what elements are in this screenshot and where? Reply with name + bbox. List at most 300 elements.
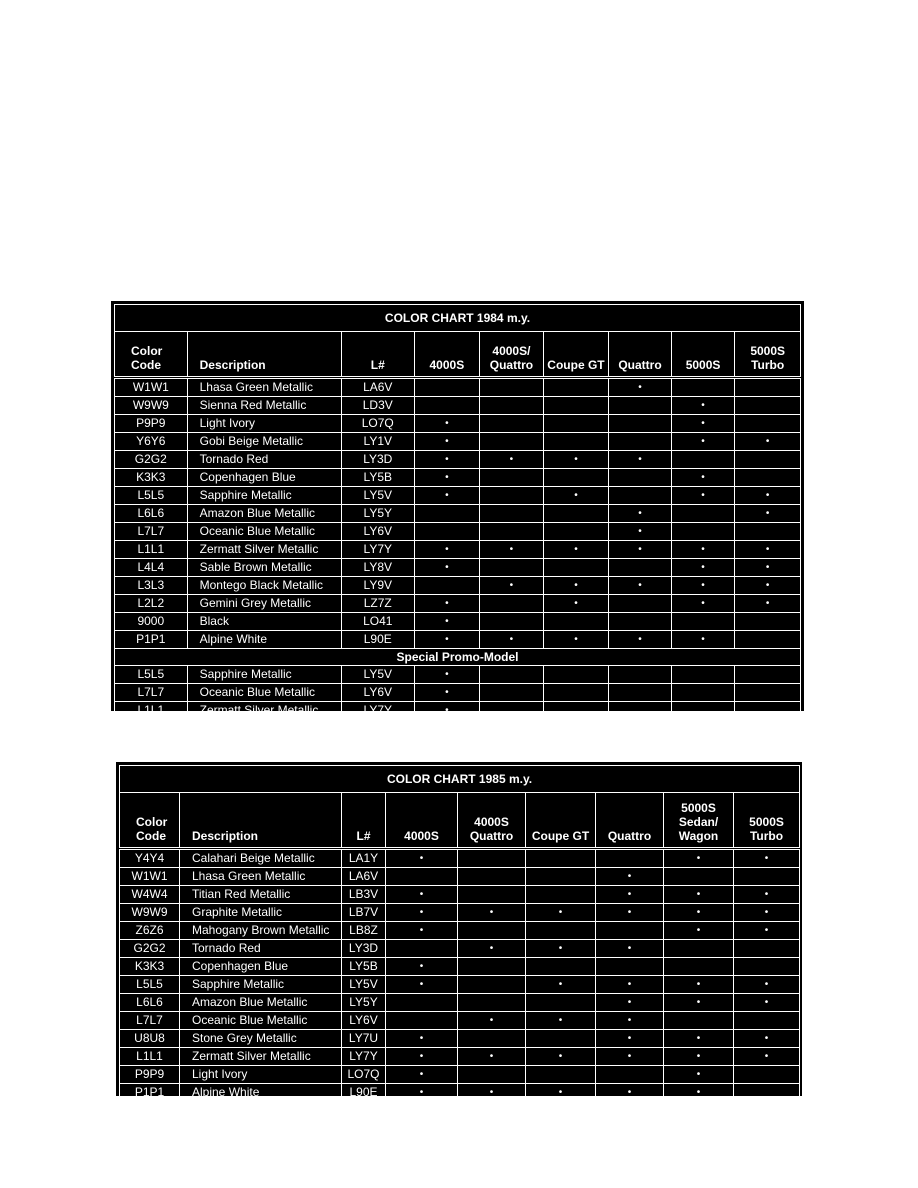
header-color-code: Color Code xyxy=(115,332,188,378)
empty-cell xyxy=(458,922,526,940)
header-model: 4000S xyxy=(414,332,480,378)
availability-dot: • xyxy=(386,1084,458,1102)
empty-cell xyxy=(735,415,801,433)
availability-dot: • xyxy=(596,1012,664,1030)
chart-title: COLOR CHART 1984 m.y. xyxy=(115,305,801,332)
empty-cell xyxy=(543,523,609,541)
l-number-cell: LZ7Z xyxy=(341,595,414,613)
availability-dot: • xyxy=(543,487,609,505)
description-cell: Amazon Blue Metallic xyxy=(187,505,341,523)
l-number-cell: LY5V xyxy=(341,666,414,684)
l-number-cell: LY5Y xyxy=(341,505,414,523)
availability-dot: • xyxy=(526,1084,596,1102)
table-row xyxy=(115,684,801,702)
availability-dot: • xyxy=(526,1012,596,1030)
l-number-cell: LY5Y xyxy=(342,994,386,1012)
l-number-cell: LA6V xyxy=(341,378,414,397)
empty-cell xyxy=(609,613,672,631)
color-code-cell: L2L2 xyxy=(115,595,188,613)
availability-dot: • xyxy=(386,976,458,994)
empty-cell xyxy=(734,1084,800,1102)
availability-dot: • xyxy=(664,886,734,904)
empty-cell xyxy=(414,397,480,415)
color-chart-1984-table xyxy=(114,304,801,720)
availability-dot: • xyxy=(414,595,480,613)
description-cell: Oceanic Blue Metallic xyxy=(187,523,341,541)
availability-dot: • xyxy=(480,541,544,559)
empty-cell xyxy=(543,397,609,415)
empty-cell xyxy=(526,922,596,940)
empty-cell xyxy=(609,433,672,451)
color-code-cell: L3L3 xyxy=(115,577,188,595)
empty-cell xyxy=(671,505,735,523)
availability-dot: • xyxy=(671,577,735,595)
availability-dot: • xyxy=(664,976,734,994)
color-code-cell: L7L7 xyxy=(115,523,188,541)
empty-cell xyxy=(609,684,672,702)
color-chart-1984-body xyxy=(115,378,801,720)
color-code-cell: L6L6 xyxy=(115,505,188,523)
description-cell: Stone Grey Metallic xyxy=(180,1030,342,1048)
description-cell: Lhasa Green Metallic xyxy=(187,378,341,397)
availability-dot: • xyxy=(386,1030,458,1048)
description-cell: Sable Brown Metallic xyxy=(187,559,341,577)
header-model: 4000S Quattro xyxy=(458,793,526,849)
empty-cell xyxy=(596,958,664,976)
availability-dot: • xyxy=(414,631,480,649)
empty-cell xyxy=(735,702,801,720)
table-row xyxy=(120,940,800,958)
availability-dot: • xyxy=(734,1048,800,1066)
table-row xyxy=(120,958,800,976)
empty-cell xyxy=(543,702,609,720)
l-number-cell: LY7Y xyxy=(341,541,414,559)
l-number-cell: LA1Y xyxy=(342,849,386,868)
availability-dot: • xyxy=(671,487,735,505)
l-number-cell: LY9V xyxy=(341,577,414,595)
availability-dot: • xyxy=(526,1048,596,1066)
l-number-cell: LY5V xyxy=(341,487,414,505)
section-label: Special Promo-Model xyxy=(115,649,801,666)
table-row xyxy=(115,577,801,595)
empty-cell xyxy=(414,577,480,595)
availability-dot: • xyxy=(414,559,480,577)
header-model: Quattro xyxy=(596,793,664,849)
table-row xyxy=(120,1030,800,1048)
empty-cell xyxy=(480,595,544,613)
availability-dot: • xyxy=(480,451,544,469)
table-row xyxy=(120,994,800,1012)
table-row xyxy=(115,631,801,649)
color-code-cell: L7L7 xyxy=(115,684,188,702)
empty-cell xyxy=(735,451,801,469)
empty-cell xyxy=(671,613,735,631)
availability-dot: • xyxy=(609,577,672,595)
description-cell: Sienna Red Metallic xyxy=(187,397,341,415)
availability-dot: • xyxy=(735,595,801,613)
table-row xyxy=(120,904,800,922)
l-number-cell: LD3V xyxy=(341,397,414,415)
empty-cell xyxy=(543,613,609,631)
table-row xyxy=(115,397,801,415)
description-cell: Sapphire Metallic xyxy=(187,487,341,505)
header-model: Quattro xyxy=(609,332,672,378)
empty-cell xyxy=(543,505,609,523)
header-model: 4000S xyxy=(386,793,458,849)
empty-cell xyxy=(480,702,544,720)
empty-cell xyxy=(414,523,480,541)
header-model: 5000S Turbo xyxy=(734,793,800,849)
table-row xyxy=(120,886,800,904)
availability-dot: • xyxy=(671,415,735,433)
color-code-cell: W9W9 xyxy=(115,397,188,415)
empty-cell xyxy=(480,469,544,487)
table-row xyxy=(115,559,801,577)
description-cell: Lhasa Green Metallic xyxy=(180,868,342,886)
empty-cell xyxy=(526,1066,596,1084)
availability-dot: • xyxy=(734,904,800,922)
table-row xyxy=(115,523,801,541)
empty-cell xyxy=(414,505,480,523)
table-row xyxy=(115,702,801,720)
availability-dot: • xyxy=(458,1084,526,1102)
description-cell: Light Ivory xyxy=(187,415,341,433)
description-cell: Calahari Beige Metallic xyxy=(180,849,342,868)
empty-cell xyxy=(609,397,672,415)
l-number-cell: LA6V xyxy=(342,868,386,886)
empty-cell xyxy=(664,940,734,958)
empty-cell xyxy=(609,666,672,684)
availability-dot: • xyxy=(664,904,734,922)
description-cell: Oceanic Blue Metallic xyxy=(187,684,341,702)
description-cell: Gobi Beige Metallic xyxy=(187,433,341,451)
availability-dot: • xyxy=(458,1048,526,1066)
empty-cell xyxy=(526,886,596,904)
l-number-cell: LO7Q xyxy=(341,415,414,433)
availability-dot: • xyxy=(414,684,480,702)
empty-cell xyxy=(609,469,672,487)
color-code-cell: L1L1 xyxy=(115,541,188,559)
empty-cell xyxy=(458,849,526,868)
empty-cell xyxy=(480,415,544,433)
l-number-cell: LY5B xyxy=(342,958,386,976)
table-row xyxy=(120,1084,800,1102)
availability-dot: • xyxy=(526,976,596,994)
table-row xyxy=(115,433,801,451)
availability-dot: • xyxy=(414,487,480,505)
l-number-cell: LY5V xyxy=(342,976,386,994)
empty-cell xyxy=(458,994,526,1012)
description-cell: Copenhagen Blue xyxy=(187,469,341,487)
empty-cell xyxy=(671,666,735,684)
empty-cell xyxy=(480,487,544,505)
availability-dot: • xyxy=(671,595,735,613)
empty-cell xyxy=(480,505,544,523)
table-row xyxy=(120,1066,800,1084)
availability-dot: • xyxy=(458,904,526,922)
availability-dot: • xyxy=(664,1048,734,1066)
header-model: 5000S xyxy=(671,332,735,378)
availability-dot: • xyxy=(671,559,735,577)
section-row xyxy=(115,649,801,666)
empty-cell xyxy=(735,684,801,702)
availability-dot: • xyxy=(543,451,609,469)
availability-dot: • xyxy=(596,1030,664,1048)
empty-cell xyxy=(671,451,735,469)
availability-dot: • xyxy=(735,505,801,523)
table-row xyxy=(115,469,801,487)
empty-cell xyxy=(671,523,735,541)
empty-cell xyxy=(480,378,544,397)
availability-dot: • xyxy=(543,631,609,649)
empty-cell xyxy=(458,958,526,976)
color-chart-1985-body xyxy=(120,849,800,1102)
availability-dot: • xyxy=(734,976,800,994)
l-number-cell: LO41 xyxy=(341,613,414,631)
description-cell: Titian Red Metallic xyxy=(180,886,342,904)
availability-dot: • xyxy=(596,1048,664,1066)
availability-dot: • xyxy=(735,559,801,577)
empty-cell xyxy=(735,613,801,631)
availability-dot: • xyxy=(480,631,544,649)
availability-dot: • xyxy=(609,505,672,523)
availability-dot: • xyxy=(386,1066,458,1084)
description-cell: Black xyxy=(187,613,341,631)
table-row xyxy=(120,1012,800,1030)
availability-dot: • xyxy=(480,577,544,595)
availability-dot: • xyxy=(596,994,664,1012)
empty-cell xyxy=(458,976,526,994)
empty-cell xyxy=(734,1066,800,1084)
color-code-cell: Y6Y6 xyxy=(115,433,188,451)
l-number-cell: LB8Z xyxy=(342,922,386,940)
description-cell: Tornado Red xyxy=(187,451,341,469)
availability-dot: • xyxy=(671,433,735,451)
availability-dot: • xyxy=(596,904,664,922)
table-row xyxy=(115,595,801,613)
description-cell: Sapphire Metallic xyxy=(187,666,341,684)
empty-cell xyxy=(671,702,735,720)
l-number-cell: LY7U xyxy=(342,1030,386,1048)
color-code-cell: G2G2 xyxy=(115,451,188,469)
table-row xyxy=(115,613,801,631)
header-color-code: Color Code xyxy=(120,793,180,849)
availability-dot: • xyxy=(671,541,735,559)
l-number-cell: LY5B xyxy=(341,469,414,487)
availability-dot: • xyxy=(664,994,734,1012)
empty-cell xyxy=(480,523,544,541)
availability-dot: • xyxy=(664,1030,734,1048)
empty-cell xyxy=(609,702,672,720)
availability-dot: • xyxy=(609,378,672,397)
color-code-cell: Z6Z6 xyxy=(120,922,180,940)
availability-dot: • xyxy=(671,631,735,649)
empty-cell xyxy=(734,868,800,886)
availability-dot: • xyxy=(664,849,734,868)
l-number-cell: L90E xyxy=(341,631,414,649)
availability-dot: • xyxy=(609,541,672,559)
empty-cell xyxy=(526,868,596,886)
table-row xyxy=(115,451,801,469)
table-row xyxy=(120,922,800,940)
availability-dot: • xyxy=(386,922,458,940)
availability-dot: • xyxy=(735,487,801,505)
empty-cell xyxy=(480,666,544,684)
empty-cell xyxy=(735,666,801,684)
l-number-cell: LY6V xyxy=(341,523,414,541)
availability-dot: • xyxy=(609,631,672,649)
empty-cell xyxy=(526,1030,596,1048)
color-code-cell: K3K3 xyxy=(120,958,180,976)
availability-dot: • xyxy=(458,1012,526,1030)
description-cell: Amazon Blue Metallic xyxy=(180,994,342,1012)
header-description: Description xyxy=(187,332,341,378)
l-number-cell: LB7V xyxy=(342,904,386,922)
color-chart-1985-table xyxy=(119,765,800,1102)
availability-dot: • xyxy=(414,433,480,451)
empty-cell xyxy=(480,684,544,702)
l-number-cell: L90E xyxy=(342,1084,386,1102)
availability-dot: • xyxy=(543,577,609,595)
availability-dot: • xyxy=(386,849,458,868)
description-cell: Alpine White xyxy=(180,1084,342,1102)
availability-dot: • xyxy=(734,994,800,1012)
availability-dot: • xyxy=(664,1084,734,1102)
empty-cell xyxy=(480,397,544,415)
empty-cell xyxy=(526,958,596,976)
color-code-cell: L1L1 xyxy=(115,702,188,720)
availability-dot: • xyxy=(414,613,480,631)
availability-dot: • xyxy=(596,940,664,958)
availability-dot: • xyxy=(609,451,672,469)
header-model: 5000S Sedan/ Wagon xyxy=(664,793,734,849)
empty-cell xyxy=(543,559,609,577)
l-number-cell: LY7Y xyxy=(341,702,414,720)
color-chart-1984 xyxy=(111,301,804,717)
empty-cell xyxy=(480,433,544,451)
empty-cell xyxy=(734,958,800,976)
availability-dot: • xyxy=(664,922,734,940)
availability-dot: • xyxy=(596,868,664,886)
availability-dot: • xyxy=(734,1030,800,1048)
description-cell: Graphite Metallic xyxy=(180,904,342,922)
description-cell: Zermatt Silver Metallic xyxy=(187,702,341,720)
color-code-cell: P9P9 xyxy=(115,415,188,433)
empty-cell xyxy=(458,1066,526,1084)
availability-dot: • xyxy=(596,1084,664,1102)
availability-dot: • xyxy=(543,595,609,613)
availability-dot: • xyxy=(664,1066,734,1084)
description-cell: Montego Black Metallic xyxy=(187,577,341,595)
l-number-cell: LY6V xyxy=(342,1012,386,1030)
availability-dot: • xyxy=(671,469,735,487)
empty-cell xyxy=(596,922,664,940)
availability-dot: • xyxy=(526,904,596,922)
availability-dot: • xyxy=(735,433,801,451)
description-cell: Alpine White xyxy=(187,631,341,649)
empty-cell xyxy=(609,415,672,433)
l-number-cell: LY7Y xyxy=(342,1048,386,1066)
color-code-cell: U8U8 xyxy=(120,1030,180,1048)
table-row xyxy=(115,505,801,523)
color-code-cell: L5L5 xyxy=(120,976,180,994)
table-row xyxy=(115,487,801,505)
color-code-cell: L5L5 xyxy=(115,487,188,505)
color-code-cell: W1W1 xyxy=(120,868,180,886)
description-cell: Gemini Grey Metallic xyxy=(187,595,341,613)
color-code-cell: P1P1 xyxy=(120,1084,180,1102)
l-number-cell: LY1V xyxy=(341,433,414,451)
header-model: 4000S/ Quattro xyxy=(480,332,544,378)
description-cell: Zermatt Silver Metallic xyxy=(187,541,341,559)
color-code-cell: L5L5 xyxy=(115,666,188,684)
availability-dot: • xyxy=(735,577,801,595)
l-number-cell: LY3D xyxy=(341,451,414,469)
header-description: Description xyxy=(180,793,342,849)
description-cell: Tornado Red xyxy=(180,940,342,958)
table-row xyxy=(115,415,801,433)
availability-dot: • xyxy=(735,541,801,559)
availability-dot: • xyxy=(458,940,526,958)
empty-cell xyxy=(386,994,458,1012)
availability-dot: • xyxy=(671,397,735,415)
availability-dot: • xyxy=(734,886,800,904)
empty-cell xyxy=(543,666,609,684)
table-row xyxy=(120,1048,800,1066)
empty-cell xyxy=(386,940,458,958)
color-code-cell: W9W9 xyxy=(120,904,180,922)
header-l-number: L# xyxy=(341,332,414,378)
empty-cell xyxy=(734,940,800,958)
empty-cell xyxy=(671,684,735,702)
header-model: 5000S Turbo xyxy=(735,332,801,378)
description-cell: Oceanic Blue Metallic xyxy=(180,1012,342,1030)
empty-cell xyxy=(735,378,801,397)
availability-dot: • xyxy=(543,541,609,559)
availability-dot: • xyxy=(414,451,480,469)
empty-cell xyxy=(609,559,672,577)
empty-cell xyxy=(480,613,544,631)
empty-cell xyxy=(526,849,596,868)
empty-cell xyxy=(386,1012,458,1030)
table-row xyxy=(115,666,801,684)
empty-cell xyxy=(543,378,609,397)
table-row xyxy=(120,868,800,886)
availability-dot: • xyxy=(414,541,480,559)
empty-cell xyxy=(664,868,734,886)
header-model: Coupe GT xyxy=(526,793,596,849)
availability-dot: • xyxy=(734,922,800,940)
availability-dot: • xyxy=(414,702,480,720)
color-code-cell: P9P9 xyxy=(120,1066,180,1084)
description-cell: Light Ivory xyxy=(180,1066,342,1084)
table-row xyxy=(120,849,800,868)
header-l-number: L# xyxy=(342,793,386,849)
color-code-cell: K3K3 xyxy=(115,469,188,487)
empty-cell xyxy=(609,487,672,505)
color-code-cell: 9000 xyxy=(115,613,188,631)
color-code-cell: L1L1 xyxy=(120,1048,180,1066)
color-code-cell: P1P1 xyxy=(115,631,188,649)
chart-title: COLOR CHART 1985 m.y. xyxy=(120,766,800,793)
empty-cell xyxy=(609,595,672,613)
color-code-cell: W4W4 xyxy=(120,886,180,904)
color-code-cell: L4L4 xyxy=(115,559,188,577)
table-row xyxy=(115,541,801,559)
color-code-cell: L6L6 xyxy=(120,994,180,1012)
empty-cell xyxy=(526,994,596,1012)
l-number-cell: LY8V xyxy=(341,559,414,577)
